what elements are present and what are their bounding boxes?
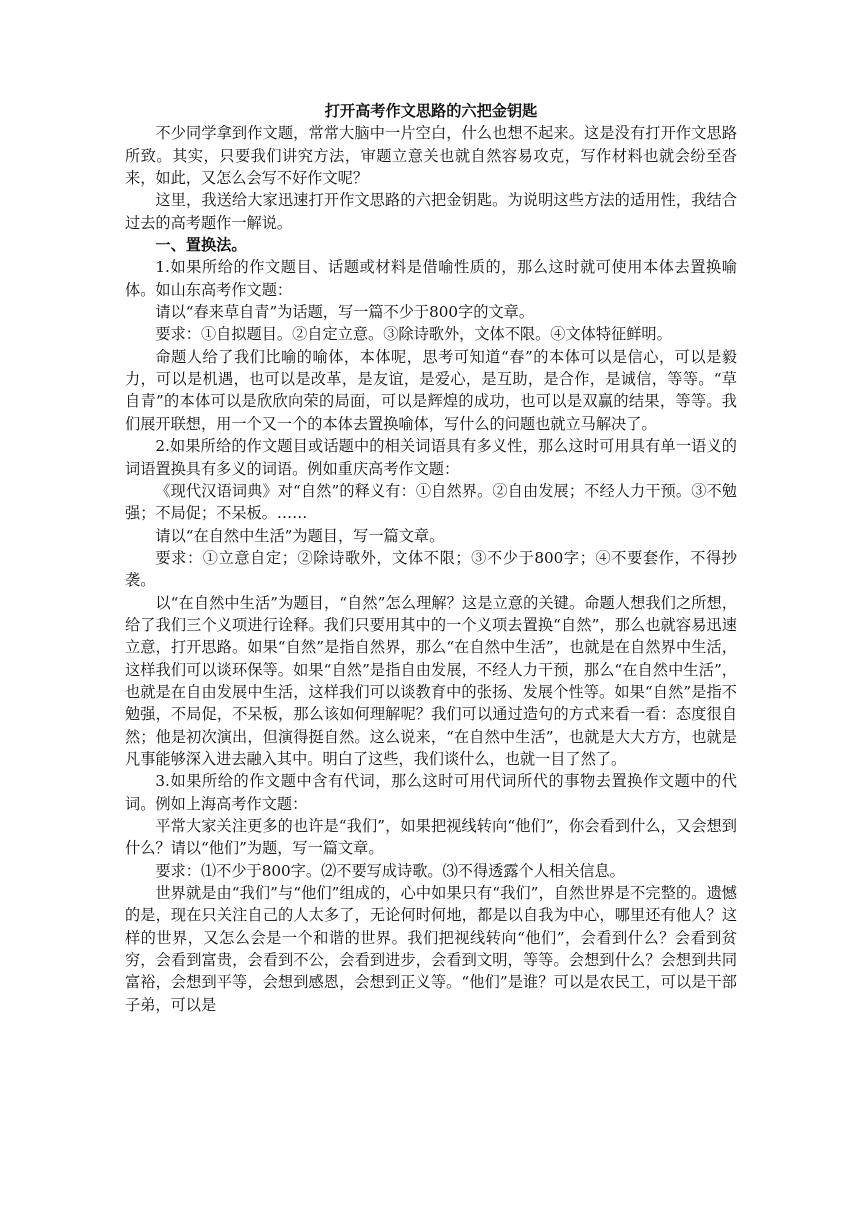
paragraph-requirements-shandong: 要求：①自拟题目。②自定立意。③除诗歌外，文体不限。④文体特征鲜明。 bbox=[155, 325, 672, 344]
paragraph-prompt-chongqing: 请以“在自然中生活”为题目，写一篇文章。 bbox=[155, 526, 445, 545]
paragraph-prompt-shanghai: 平常大家关注更多的也许是“我们”，如果把视线转向“他们”，你会看到什么，又会想到什么？请以“他们”为题，写一篇文章。 bbox=[125, 817, 737, 858]
paragraph-requirements-shanghai: 要求：⑴不少于800字。⑵不要写成诗歌。⑶不得透露个人相关信息。 bbox=[155, 861, 625, 880]
paragraph-purpose: 这里，我送给大家迅速打开作文思路的六把金钥匙。为说明这些方法的适用性，我结合过去的高考题作一解说。 bbox=[125, 191, 737, 232]
paragraph-analysis-shandong: 命题人给了我们比喻的喻体，本体呢，思考可知道“春”的本体可以是信心，可以是毅力，可以是机遇，也可以是改革，是友谊，是爱心，是互助，是合作，是诚信，等等。“草自青”的本体可以是欣欣向荣的局面，可以是辉煌的成功，也可以是双赢的结果，等等。我们展开联想，用一个又一个的本体去置换喻体，写什么的问题也就立马解决了。 bbox=[125, 347, 737, 433]
paragraph-dictionary-quote: 《现代汉语词典》对“自然”的释义有：①自然界。②自由发展；不经人力干预。③不勉强；不局促；不呆板。…… bbox=[125, 481, 737, 523]
document-title: 打开高考作文思路的六把金钥匙 bbox=[324, 102, 538, 120]
paragraph-method-2: 2.如果所给的作文题目或话题中的相关词语具有多义性，那么这时可用具有单一语义的词语置换具有多义的词语。例如重庆高考作文题： bbox=[125, 437, 737, 478]
paragraph-intro: 不少同学拿到作文题，常常大脑中一片空白，什么也想不起来。这是没有打开作文思路所致。其实，只要我们讲究方法，审题立意关也就自然容易攻克，写作材料也就会纷至沓来，如此，又怎么会写不好作文呢？ bbox=[125, 124, 737, 188]
document-page bbox=[125, 100, 737, 1016]
paragraph-prompt-shandong: 请以“春来草自青”为话题，写一篇不少于800字的文章。 bbox=[155, 303, 535, 322]
paragraph-method-3: 3.如果所给的作文题中含有代词，那么这时可用代词所代的事物去置换作文题中的代词。例如上海高考作文题： bbox=[125, 772, 737, 813]
paragraph-analysis-chongqing: 以“在自然中生活”为题目，“自然”怎么理解？这是立意的关键。命题人想我们之所想，给了我们三个义项进行诠释。我们只要用其中的一个义项去置换“自然”，那么也就容易迅速立意，打开思路。如果“自然”是指自然界，那么“在自然中生活”，也就是在自然界中生活，这样我们可以谈环保等。如果“自然”是指自由发展，不经人力干预，那么“在自然中生活”，也就是在自由发展中生活，这样我们可以谈教育中的张扬、发展个性等。如果“自然”是指不勉强，不局促，不呆板，那么该如何理解呢？我们可以通过造句的方式来看一看：态度很自然；他是初次演出，但演得挺自然。这么说来，“在自然中生活”，也就是大大方方，也就是凡事能够深入进去融入其中。明白了这些，我们谈什么，也就一目了然了。 bbox=[125, 593, 737, 768]
paragraph-method-1: 1.如果所给的作文题目、话题或材料是借喻性质的，那么这时就可使用本体去置换喻体。如山东高考作文题： bbox=[125, 258, 737, 299]
section-heading-replacement: 一、置换法。 bbox=[155, 236, 247, 255]
paragraph-requirements-chongqing: 要求：①立意自定；②除诗歌外，文体不限；③不少于800字；④不要套作，不得抄袭。 bbox=[125, 548, 737, 590]
paragraph-analysis-shanghai: 世界就是由“我们”与“他们”组成的，心中如果只有“我们”，自然世界是不完整的。遗憾的是，现在只关注自己的人太多了，无论何时何地，都是以自我为中心，哪里还有他人？这样的世界，又怎么会是一个和谐的世界。我们把视线转向“他们”，会看到什么？会看到贫穷，会看到富贵，会看到不公，会看到进步，会看到文明，等等。会想到什么？会想到共同富裕，会想到平等，会想到感恩，会想到正义等。“他们”是谁？可以是农民工，可以是干部子弟，可以是 bbox=[125, 884, 737, 1014]
